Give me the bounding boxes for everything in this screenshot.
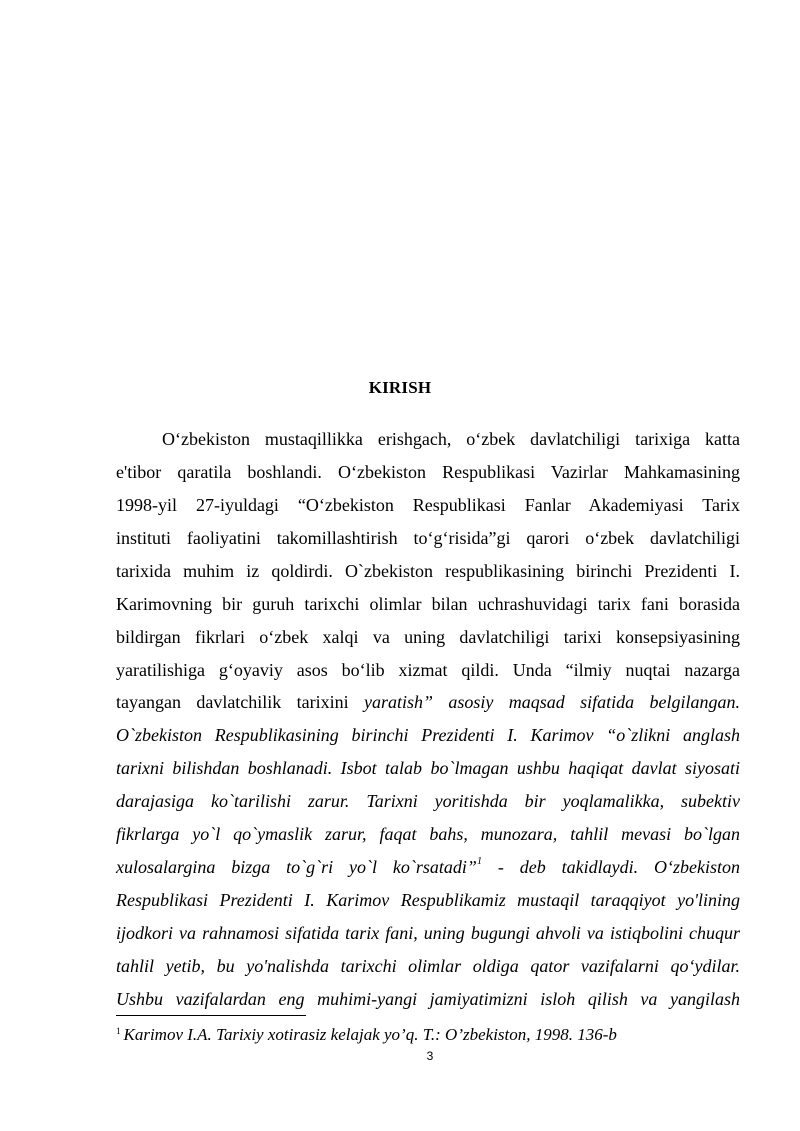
- text-line: Karimovning bir guruh tarixchi olimlar bilan uchrashuvidagi tarix fani borasida: [116, 594, 740, 614]
- text-line: bildirgan fikrlari o‘zbek xalqi va uning davlatchiligi tarixi konsepsiyasining: [116, 627, 740, 647]
- text-run: - deb takidlaydi. O‘zbekiston: [481, 857, 740, 877]
- italic-text-line: Respublikasi Prezidenti I. Karimov Respublikamiz mustaqil taraqqiyot yo'lining: [116, 890, 740, 910]
- footnote-mark: 1: [116, 1026, 121, 1036]
- text-run: tayangan davlatchilik tarixini: [116, 692, 349, 712]
- italic-quote-line: darajasiga ko`tarilishi zarur. Tarixni yoritishda bir yoqlamalikka, subektiv: [116, 791, 740, 811]
- text-line: instituti faoliyatini takomillashtirish to‘g‘risida”gi qarori o‘zbek davlatchiligi: [116, 528, 740, 548]
- italic-quote-line: fikrlarga yo`l qo`ymaslik zarur, faqat bahs, munozara, tahlil mevasi bo`lgan: [116, 824, 740, 844]
- text-run: xulosalargina bizga to`g`ri yo`l ko`rsatadi”: [116, 857, 477, 877]
- italic-quote-line: [116, 856, 740, 878]
- italic-text-line: ijodkori va rahnamosi sifatida tarix fani, uning bugungi ahvoli va istiqbolini chuqur: [116, 923, 740, 943]
- italic-quote-line: O`zbekiston Respublikasining birinchi Prezidenti I. Karimov “o`zlikni anglash: [116, 725, 740, 745]
- footnote-reference[interactable]: 1: [476, 856, 482, 867]
- text-line: [116, 691, 740, 713]
- text-line: 1998-yil 27-iyuldagi “O‘zbekiston Respublikasi Fanlar Akademiyasi Tarix: [116, 495, 740, 515]
- text-line: e'tibor qaratila boshlandi. O‘zbekiston Respublikasi Vazirlar Mahkamasining: [116, 462, 740, 482]
- text-line: tarixida muhim iz qoldirdi. O`zbekiston respublikasining birinchi Prezidenti I.: [116, 561, 740, 581]
- footnote-separator: [116, 1015, 306, 1016]
- italic-run: yaratish” asosiy maqsad sifatida belgilangan.: [364, 692, 740, 712]
- section-heading: KIRISH: [368, 378, 432, 397]
- italic-text-line: tahlil yetib, bu yo'nalishda tarixchi olimlar oldiga qator vazifalarni qo‘ydilar.: [116, 956, 740, 976]
- page-number: 3: [426, 1049, 434, 1063]
- footnote-text: Karimov I.A. Tarixiy xotirasiz kelajak yo’q. T.: O’zbekiston, 1998. 136-b: [123, 1025, 617, 1044]
- text-line: O‘zbekiston mustaqillikka erishgach, o‘zbek davlatchiligi tarixiga katta: [162, 429, 740, 449]
- text-line: yaratilishiga g‘oyaviy asos bo‘lib xizmat qildi. Unda “ilmiy nuqtai nazarga: [116, 660, 740, 680]
- italic-quote-line: tarixni bilishdan boshlanadi. Isbot talab bo`lmagan ushbu haqiqat davlat siyosati: [116, 758, 740, 778]
- italic-text-line: Ushbu vazifalardan eng muhimi-yangi jamiyatimizni isloh qilish va yangilash: [116, 989, 740, 1009]
- footnote: [116, 1024, 617, 1048]
